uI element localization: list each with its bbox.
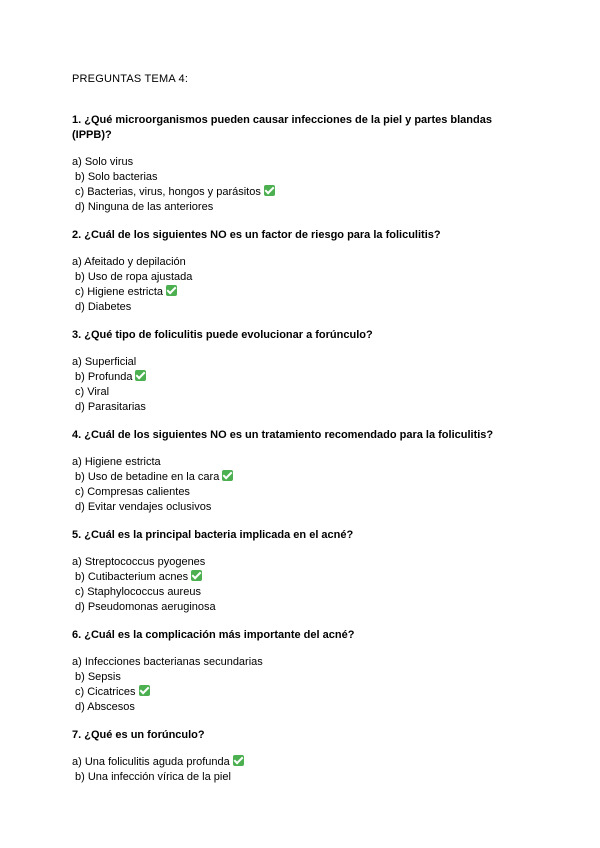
question-block [72, 628, 532, 715]
check-mark-icon [233, 755, 244, 766]
answer-option-label: b) Uso de ropa ajustada [75, 271, 193, 283]
answer-option [72, 355, 532, 370]
answer-option-label: d) Evitar vendajes oclusivos [75, 501, 212, 513]
answer-option [72, 400, 532, 415]
question-text: 3. ¿Qué tipo de foliculitis puede evolucionar a forúnculo? [72, 329, 373, 341]
check-mark-icon [222, 470, 233, 481]
document-page [72, 72, 532, 798]
answer-option-label: c) Staphylococcus aureus [75, 586, 201, 598]
answer-option [72, 555, 532, 570]
answer-option-label: c) Cicatrices [75, 686, 136, 698]
question-block [72, 113, 532, 215]
question-text: 1. ¿Qué microorganismos pueden causar infecciones de la piel y partes blandas (IPPB)? [72, 114, 492, 141]
answer-option [72, 285, 532, 300]
answer-option [72, 770, 532, 785]
answer-option [72, 155, 532, 170]
answer-option-label: d) Diabetes [75, 301, 132, 313]
answer-option-label: a) Superficial [72, 356, 137, 368]
answer-option [72, 385, 532, 400]
answer-option-label: b) Cutibacterium acnes [75, 571, 189, 583]
document-title: PREGUNTAS TEMA 4: [72, 73, 189, 85]
question-block [72, 528, 532, 615]
answer-option [72, 455, 532, 470]
answer-option-label: c) Compresas calientes [75, 486, 190, 498]
answer-option [72, 700, 532, 715]
answer-option [72, 370, 532, 385]
answer-option [72, 500, 532, 515]
question-text: 7. ¿Qué es un forúnculo? [72, 729, 205, 741]
answer-option [72, 270, 532, 285]
question-text: 5. ¿Cuál es la principal bacteria implicada en el acné? [72, 529, 354, 541]
answer-option [72, 600, 532, 615]
question-block [72, 228, 532, 315]
check-mark-icon [135, 370, 146, 381]
question-block [72, 428, 532, 515]
answer-option-label: b) Sepsis [75, 671, 121, 683]
question-text: 6. ¿Cuál es la complicación más importante del acné? [72, 629, 355, 641]
answer-option-label: a) Streptococcus pyogenes [72, 556, 206, 568]
answer-option [72, 485, 532, 500]
check-mark-icon [264, 185, 275, 196]
answer-option [72, 655, 532, 670]
answer-option-label: a) Afeitado y depilación [72, 256, 186, 268]
answer-option-label: d) Pseudomonas aeruginosa [75, 601, 216, 613]
answer-option [72, 470, 532, 485]
answer-option [72, 255, 532, 270]
answer-option-label: d) Parasitarias [75, 401, 146, 413]
check-mark-icon [139, 685, 150, 696]
answer-option-label: c) Bacterias, virus, hongos y parásitos [75, 186, 261, 198]
answer-option [72, 170, 532, 185]
answer-option-label: b) Profunda [75, 371, 133, 383]
answer-option [72, 200, 532, 215]
question-block [72, 728, 532, 785]
answer-option-label: b) Uso de betadine en la cara [75, 471, 220, 483]
question-text: 2. ¿Cuál de los siguientes NO es un factor de riesgo para la foliculitis? [72, 229, 441, 241]
answer-option [72, 300, 532, 315]
answer-option [72, 585, 532, 600]
answer-option [72, 570, 532, 585]
check-mark-icon [191, 570, 202, 581]
answer-option [72, 670, 532, 685]
question-text: 4. ¿Cuál de los siguientes NO es un tratamiento recomendado para la foliculitis? [72, 429, 494, 441]
answer-option-label: c) Higiene estricta [75, 286, 164, 298]
answer-option-label: d) Abscesos [75, 701, 135, 713]
check-mark-icon [166, 285, 177, 296]
answer-option-label: b) Una infección vírica de la piel [75, 771, 231, 783]
answer-option-label: a) Una foliculitis aguda profunda [72, 756, 230, 768]
answer-option [72, 185, 532, 200]
answer-option-label: b) Solo bacterias [75, 171, 158, 183]
answer-option-label: a) Infecciones bacterianas secundarias [72, 656, 263, 668]
answer-option-label: a) Higiene estricta [72, 456, 161, 468]
answer-option-label: c) Viral [75, 386, 110, 398]
answer-option [72, 685, 532, 700]
answer-option-label: d) Ninguna de las anteriores [75, 201, 214, 213]
question-list [72, 113, 532, 785]
answer-option-label: a) Solo virus [72, 156, 134, 168]
question-block [72, 328, 532, 415]
answer-option [72, 755, 532, 770]
